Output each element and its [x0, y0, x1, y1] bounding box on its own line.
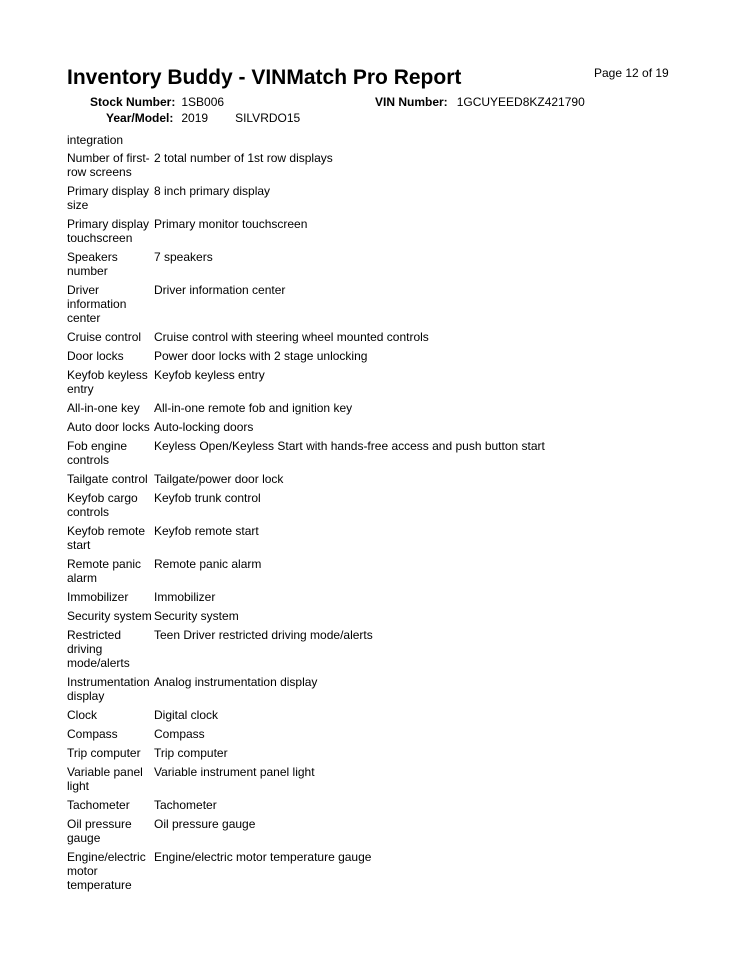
spec-label: Security system	[67, 609, 152, 623]
spec-label: Number of first-row screens	[67, 151, 150, 179]
spec-label: Keyfob remote start	[67, 524, 146, 552]
spec-label: Fob engine controls	[67, 439, 128, 467]
spec-row	[67, 850, 707, 892]
vin-number-row	[375, 95, 585, 109]
spec-row	[67, 628, 707, 670]
model-value: SILVRDO15	[235, 111, 301, 125]
spec-row	[67, 439, 707, 467]
spec-value: Immobilizer	[154, 590, 216, 604]
spec-value: Engine/electric motor temperature gauge	[154, 850, 372, 864]
spec-row	[67, 817, 707, 845]
year-model-label: Year/Model:	[106, 111, 174, 125]
spec-label: Auto door locks	[67, 420, 150, 434]
spec-label: Clock	[67, 708, 98, 722]
spec-label: Door locks	[67, 349, 124, 363]
spec-value: Keyfob trunk control	[154, 491, 261, 505]
page-number: Page 12 of 19	[594, 66, 669, 80]
spec-row	[67, 330, 707, 344]
year-model-row	[106, 111, 300, 125]
spec-row	[67, 472, 707, 486]
spec-row	[67, 217, 707, 245]
spec-label: Immobilizer	[67, 590, 129, 604]
vin-number-value: 1GCUYEED8KZ421790	[456, 95, 585, 109]
spec-row	[67, 746, 707, 760]
spec-value: Auto-locking doors	[154, 420, 254, 434]
spec-label: Trip computer	[67, 746, 141, 760]
spec-row	[67, 250, 707, 278]
spec-label: Instrumentation display	[67, 675, 150, 703]
spec-value: 7 speakers	[154, 250, 213, 264]
spec-value: Keyless Open/Keyless Start with hands-free access and push button start	[154, 439, 545, 453]
spec-row	[67, 590, 707, 604]
spec-label: Oil pressure gauge	[67, 817, 132, 845]
spec-label: Primary display touchscreen	[67, 217, 150, 245]
spec-label: Restricted driving mode/alerts	[67, 628, 130, 670]
spec-row	[67, 349, 707, 363]
spec-value: Trip computer	[154, 746, 228, 760]
spec-row	[67, 524, 707, 552]
spec-label: integration	[67, 133, 124, 147]
spec-row	[67, 151, 707, 179]
spec-label: Cruise control	[67, 330, 142, 344]
spec-label: All-in-one key	[67, 401, 140, 415]
spec-row	[67, 401, 707, 415]
spec-label: Speakers number	[67, 250, 118, 278]
spec-row	[67, 557, 707, 585]
spec-value: 2 total number of 1st row displays	[154, 151, 333, 165]
spec-row	[67, 798, 707, 812]
spec-label: Driver information center	[67, 283, 127, 325]
spec-value: Tailgate/power door lock	[154, 472, 284, 486]
spec-label: Tachometer	[67, 798, 130, 812]
spec-label: Remote panic alarm	[67, 557, 142, 585]
spec-value: Tachometer	[154, 798, 217, 812]
spec-value: Cruise control with steering wheel mounted controls	[154, 330, 429, 344]
spec-label: Keyfob cargo controls	[67, 491, 138, 519]
spec-value: Power door locks with 2 stage unlocking	[154, 349, 368, 363]
spec-value: 8 inch primary display	[154, 184, 271, 198]
vin-number-label: VIN Number:	[375, 95, 448, 109]
spec-value: Analog instrumentation display	[154, 675, 318, 689]
spec-value: Teen Driver restricted driving mode/alerts	[154, 628, 373, 642]
spec-value: Security system	[154, 609, 239, 623]
stock-number-row	[90, 95, 224, 109]
spec-row	[67, 609, 707, 623]
spec-label: Compass	[67, 727, 118, 741]
spec-label: Tailgate control	[67, 472, 148, 486]
spec-value: Keyfob keyless entry	[154, 368, 265, 382]
spec-label: Engine/electric motor temperature	[67, 850, 146, 892]
spec-label: Primary display size	[67, 184, 150, 212]
spec-list	[67, 133, 707, 897]
spec-value: Driver information center	[154, 283, 286, 297]
spec-value: Primary monitor touchscreen	[154, 217, 308, 231]
spec-row	[67, 491, 707, 519]
spec-label: Keyfob keyless entry	[67, 368, 148, 396]
spec-row	[67, 727, 707, 741]
report-title: Inventory Buddy - VINMatch Pro Report	[67, 66, 462, 89]
spec-row	[67, 283, 707, 325]
spec-row	[67, 420, 707, 434]
spec-value: Compass	[154, 727, 205, 741]
spec-value: Keyfob remote start	[154, 524, 259, 538]
year-value: 2019	[181, 111, 209, 125]
stock-number-value: 1SB006	[181, 95, 225, 109]
spec-value: All-in-one remote fob and ignition key	[154, 401, 353, 415]
spec-label: Variable panel light	[67, 765, 143, 793]
spec-value: Oil pressure gauge	[154, 817, 256, 831]
spec-row	[67, 184, 707, 212]
spec-value: Variable instrument panel light	[154, 765, 315, 779]
stock-number-label: Stock Number:	[90, 95, 176, 109]
spec-row	[67, 675, 707, 703]
spec-value: Digital clock	[154, 708, 219, 722]
spec-value	[154, 133, 707, 147]
spec-value: Remote panic alarm	[154, 557, 262, 571]
spec-row	[67, 708, 707, 722]
spec-row	[67, 765, 707, 793]
spec-row	[67, 133, 707, 147]
spec-row	[67, 368, 707, 396]
